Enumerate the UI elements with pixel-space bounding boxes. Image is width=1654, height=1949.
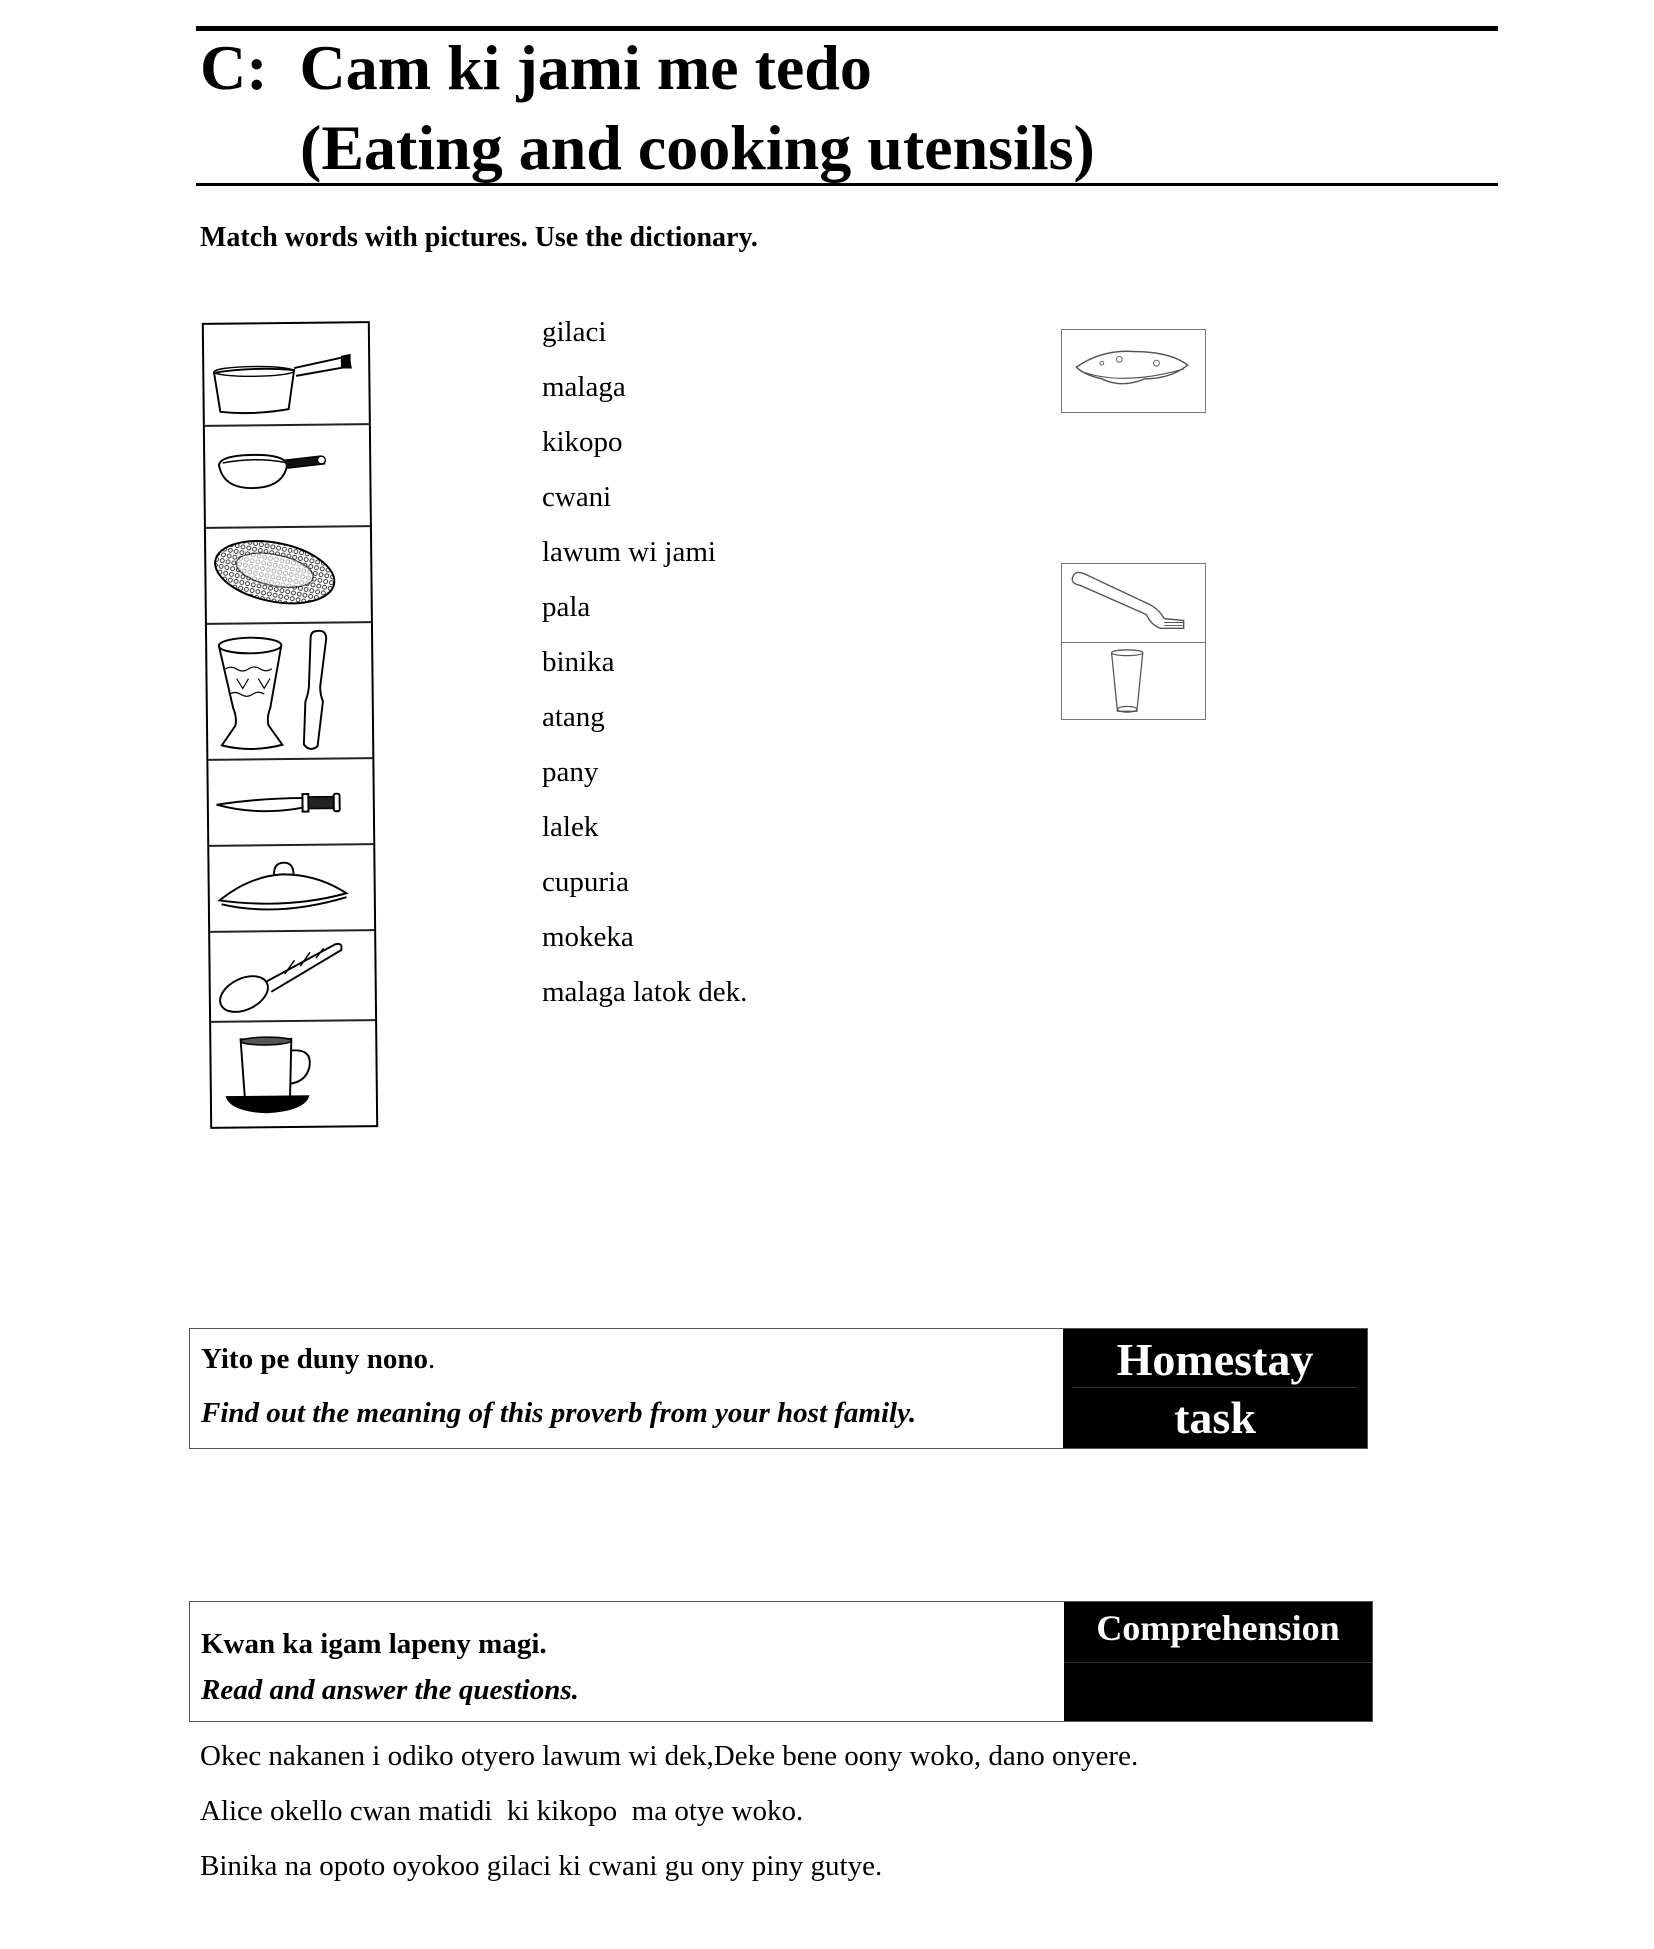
cup-saucer-icon	[211, 1019, 376, 1127]
exercise-instruction: Match words with pictures. Use the dictionary.	[200, 222, 758, 253]
passage-line: Binika na opoto oyokoo gilaci ki cwani gu ony piny gutye.	[200, 1850, 883, 1882]
page-subtitle: (Eating and cooking utensils)	[300, 112, 1095, 183]
proverb: Yito pe duny nono	[201, 1343, 428, 1375]
picture-cell	[211, 1019, 376, 1127]
picture-cell	[210, 929, 375, 1023]
picture-strip-left	[202, 321, 378, 1129]
word-item: kikopo	[542, 426, 623, 458]
fork-icon	[1062, 564, 1205, 642]
word-item: mokeka	[542, 921, 634, 953]
knife-icon	[208, 757, 373, 845]
saucepan-icon	[204, 323, 369, 425]
word-item: pany	[542, 756, 599, 788]
pot-lid-icon	[209, 843, 374, 931]
proverb-punct: .	[427, 1343, 436, 1375]
homestay-task-label	[1063, 1329, 1367, 1448]
top-rule	[196, 26, 1498, 31]
passage-line: Alice okello cwan matidi ki kikopo ma otye woko.	[200, 1795, 804, 1827]
word-item: lawum wi jami	[542, 536, 716, 568]
comprehension-instruction: Read and answer the questions.	[201, 1674, 579, 1706]
title-underline	[196, 183, 1498, 186]
comprehension-box	[189, 1601, 1373, 1722]
picture-cell-plate	[1061, 329, 1206, 413]
picture-cell	[208, 757, 373, 847]
word-item: gilaci	[542, 316, 607, 348]
homestay-task-box	[189, 1328, 1368, 1449]
comprehension-heading: Kwan ka igam lapeny magi.	[201, 1628, 547, 1660]
word-item: malaga latok dek.	[542, 976, 748, 1008]
picture-cell	[204, 323, 369, 427]
homestay-label-line1: Homestay	[1116, 1334, 1314, 1385]
picture-cell	[209, 843, 374, 933]
word-item: cupuria	[542, 866, 629, 898]
word-item: lalek	[542, 811, 599, 843]
mortar-pestle-icon	[207, 621, 372, 759]
wooden-spoon-icon	[210, 929, 375, 1021]
picture-cell-fork	[1061, 563, 1206, 643]
passage-line: Okec nakanen i odiko otyero lawum wi dek,Deke bene oony woko, dano onyere.	[200, 1740, 1139, 1772]
woven-mat-icon	[206, 525, 371, 623]
word-list	[542, 310, 747, 1025]
page-title: C: Cam ki jami me tedo	[200, 32, 872, 103]
frying-pan-icon	[205, 423, 370, 527]
picture-cell-glass	[1061, 642, 1206, 720]
plate-icon	[1062, 330, 1205, 412]
word-item: cwani	[542, 481, 612, 513]
word-item: malaga	[542, 371, 626, 403]
comprehension-label-cell	[1064, 1602, 1372, 1721]
homestay-label-line2: task	[1174, 1392, 1256, 1443]
proverb-text	[201, 1343, 435, 1376]
word-item: binika	[542, 646, 615, 678]
label-divider	[1073, 1387, 1357, 1388]
picture-cell	[205, 423, 370, 529]
comprehension-label: Comprehension	[1096, 1608, 1340, 1648]
label-divider	[1064, 1662, 1372, 1663]
word-item: pala	[542, 591, 591, 623]
picture-cell	[206, 525, 371, 625]
word-item: atang	[542, 701, 605, 733]
proverb-instruction: Find out the meaning of this proverb from your host family.	[201, 1397, 917, 1429]
glass-icon	[1062, 643, 1205, 719]
picture-cell	[207, 621, 372, 761]
